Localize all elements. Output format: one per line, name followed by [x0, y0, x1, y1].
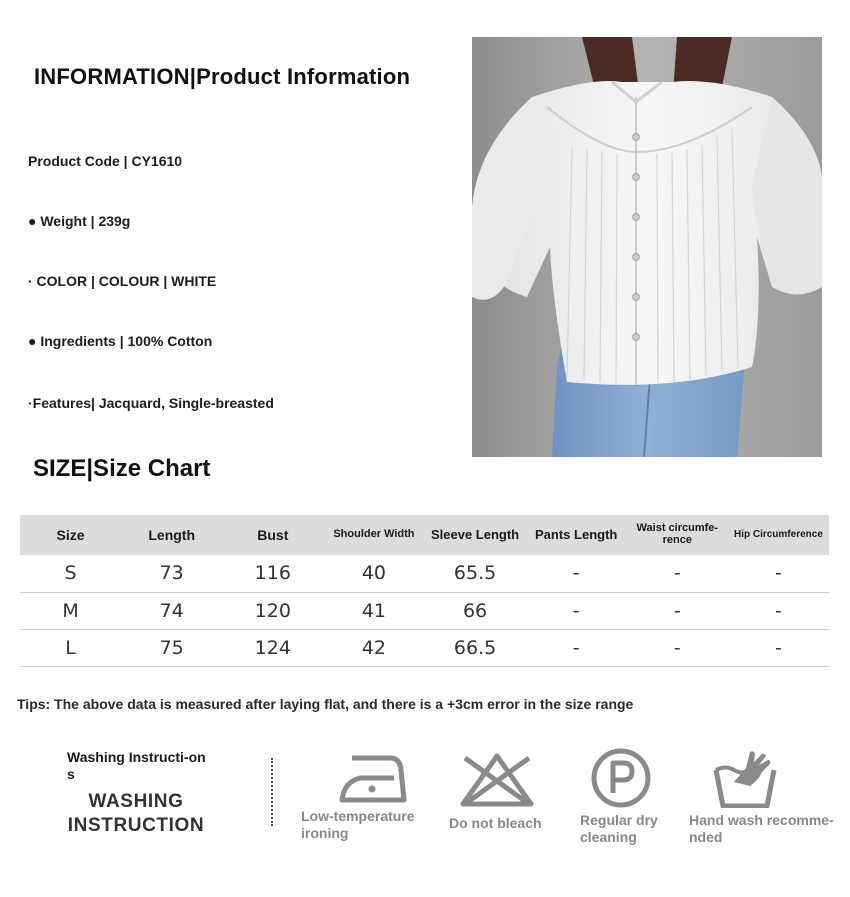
- no-bleach-label: [449, 815, 542, 832]
- table-cell: 40: [323, 555, 424, 592]
- table-cell: -: [728, 592, 829, 629]
- dry-clean-label: [580, 812, 658, 846]
- washing-heading-line1: WASHING: [88, 791, 184, 812]
- dry-clean-label-line2: cleaning: [580, 829, 637, 845]
- header-pants-length: Pants Length: [526, 515, 627, 555]
- iron-icon: [338, 752, 408, 806]
- hand-wash-label-line2: nded: [689, 829, 723, 845]
- product-information-title: INFORMATION|Product Information: [34, 64, 411, 89]
- table-cell: 120: [222, 592, 323, 629]
- table-cell: L: [20, 629, 121, 666]
- washing-instructions-label: Washing Instructi-ons: [67, 749, 206, 782]
- dry-clean-icon: [590, 747, 652, 809]
- table-cell: 42: [323, 629, 424, 666]
- product-ingredients: ● Ingredients | 100% Cotton: [28, 333, 213, 349]
- product-photo: [472, 37, 822, 457]
- no-bleach-icon: [459, 752, 535, 808]
- header-bust: Bust: [222, 515, 323, 555]
- size-table-header-row: [20, 515, 829, 555]
- table-cell: -: [526, 555, 627, 592]
- hand-wash-icon: [712, 748, 778, 808]
- table-cell: 65.5: [425, 555, 526, 592]
- product-code: Product Code | CY1610: [28, 153, 183, 169]
- iron-label-line1: Low-temperature: [301, 808, 415, 824]
- table-cell: -: [728, 629, 829, 666]
- table-cell: 74: [121, 592, 222, 629]
- table-cell: 66.5: [425, 629, 526, 666]
- table-cell: -: [627, 555, 728, 592]
- header-size: Size: [20, 515, 121, 555]
- table-cell: 73: [121, 555, 222, 592]
- product-weight: ● Weight | 239g: [28, 213, 131, 229]
- table-cell: 66: [425, 592, 526, 629]
- table-cell: 75: [121, 629, 222, 666]
- washing-instruction-heading: [62, 790, 210, 838]
- size-chart-title: SIZE|Size Chart: [33, 455, 211, 482]
- header-waist-circumference: Waist circumfe-rence: [627, 515, 728, 555]
- no-bleach-label-line1: Do not bleach: [449, 815, 542, 831]
- table-cell: 116: [222, 555, 323, 592]
- table-cell: -: [526, 592, 627, 629]
- washing-heading-line2: INSTRUCTION: [67, 815, 205, 836]
- header-length: Length: [121, 515, 222, 555]
- iron-label: [301, 808, 415, 842]
- header-hip-circumference: Hip Circumference: [728, 515, 829, 555]
- washing-divider: [271, 758, 273, 826]
- table-row: [20, 555, 829, 592]
- size-chart-table: [20, 515, 829, 667]
- table-cell: -: [627, 592, 728, 629]
- table-cell: 124: [222, 629, 323, 666]
- header-sleeve-length: Sleeve Length: [425, 515, 526, 555]
- product-features: ·Features| Jacquard, Single-breasted: [28, 395, 274, 411]
- table-cell: M: [20, 592, 121, 629]
- table-row: [20, 629, 829, 666]
- table-row: [20, 592, 829, 629]
- hand-wash-label-line1: Hand wash recomme-: [689, 812, 834, 828]
- table-cell: 41: [323, 592, 424, 629]
- iron-label-line2: ironing: [301, 825, 349, 841]
- hand-wash-label: [689, 812, 834, 846]
- measurement-tips: Tips: The above data is measured after laying flat, and there is a +3cm error in the size range: [17, 696, 634, 712]
- table-cell: S: [20, 555, 121, 592]
- dry-clean-label-line1: Regular dry: [580, 812, 658, 828]
- product-color: · COLOR | COLOUR | WHITE: [28, 273, 217, 289]
- table-cell: -: [627, 629, 728, 666]
- header-shoulder-width: Shoulder Width: [323, 515, 424, 555]
- table-cell: -: [526, 629, 627, 666]
- table-cell: -: [728, 555, 829, 592]
